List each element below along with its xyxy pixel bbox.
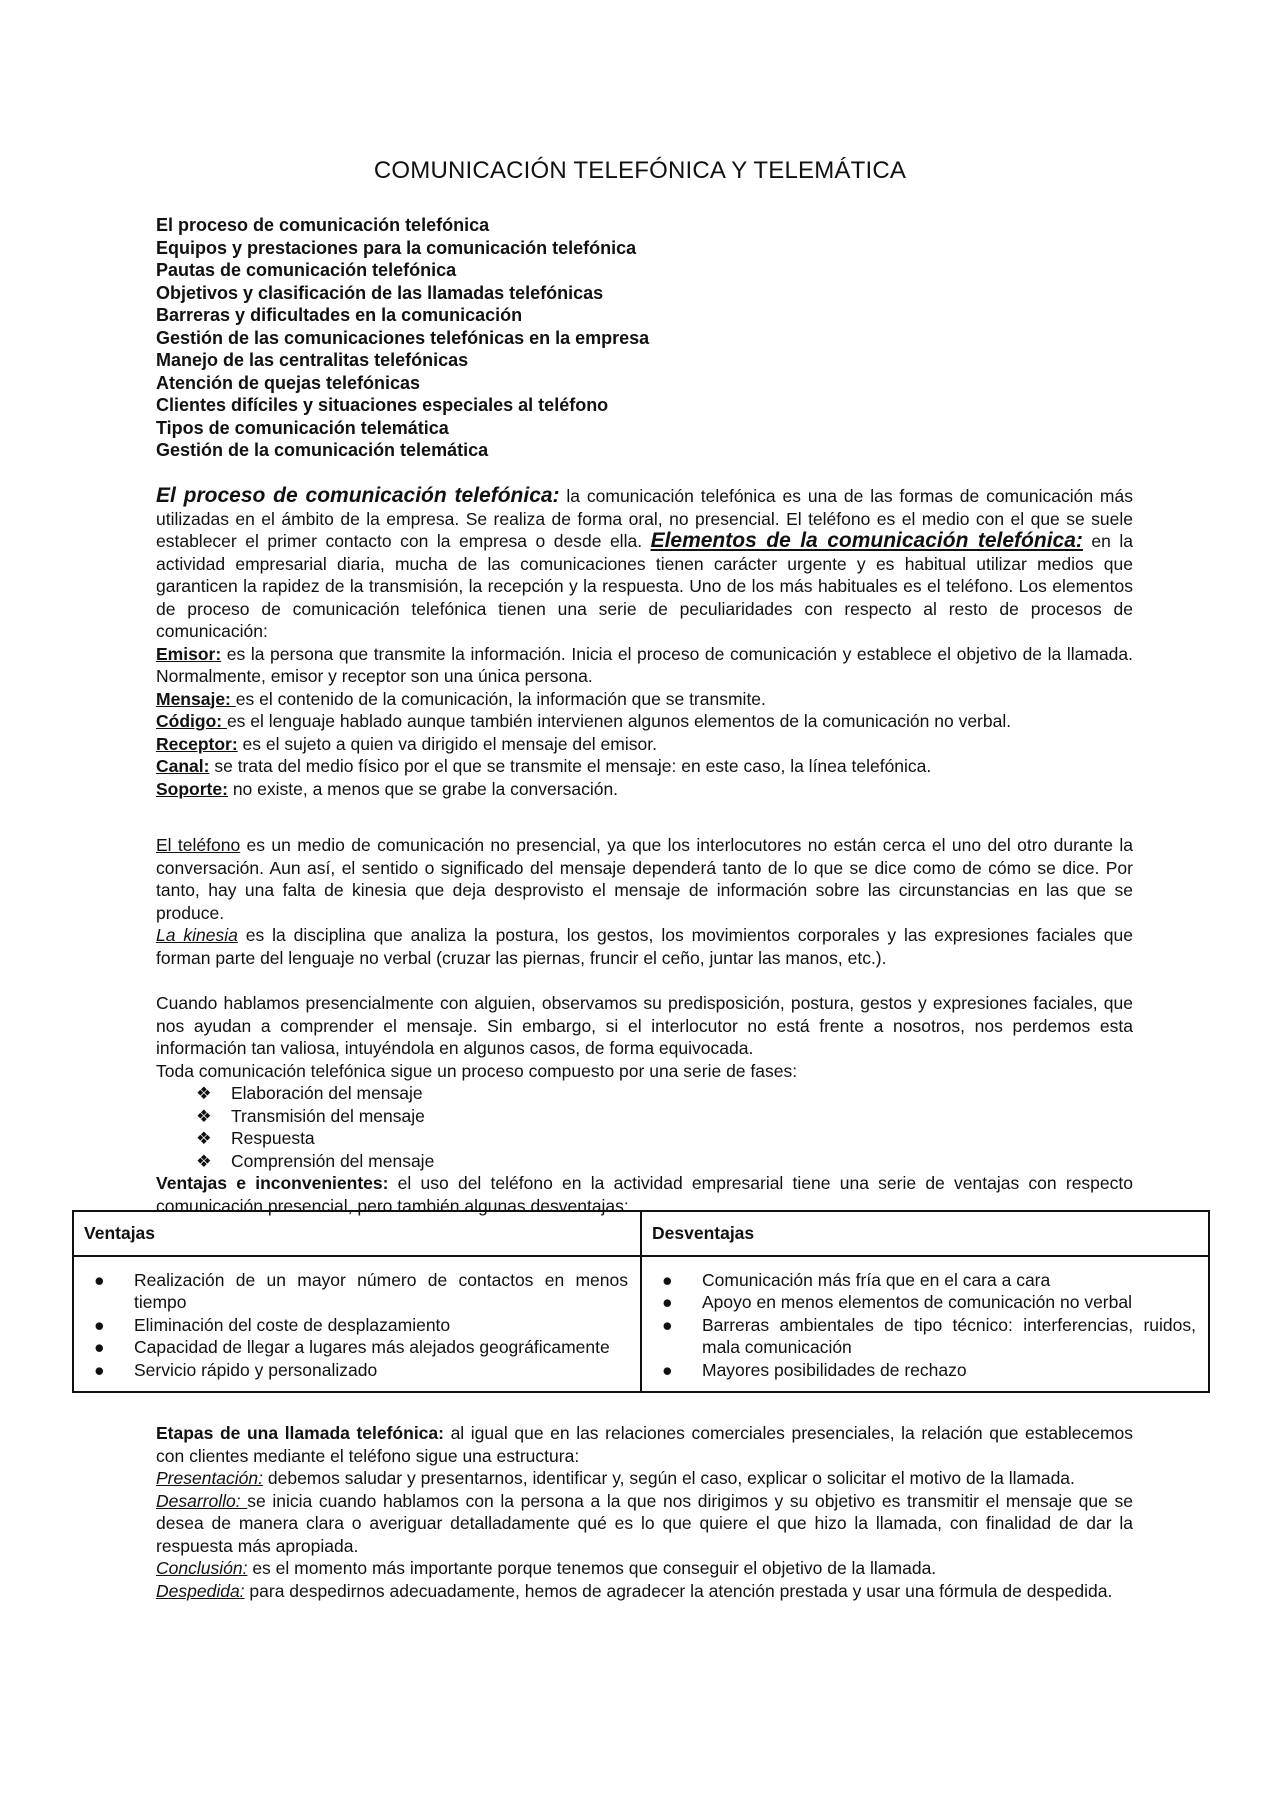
diamond-bullet-icon: ❖ <box>196 1150 212 1171</box>
element-mensaje: Mensaje: es el contenido de la comunicación, la información que se transmite. <box>156 688 766 709</box>
toc-item: Gestión de la comunicación telemática <box>156 440 489 460</box>
etapa-desarrollo: Desarrollo: se inicia cuando hablamos con la persona a la que nos dirigimos y su objetivo es transmitir el mensaje que se desea de manera clara o averiguar detalladamente qué es lo que quiere el que hizo la llamada, con finalidad de dar la respuesta más apropiada. <box>156 1490 1134 1556</box>
table-header-row <box>73 1211 1209 1256</box>
list-item: ● Mayores posibilidades de rechazo <box>662 1359 967 1380</box>
diamond-bullet-icon: ❖ <box>196 1128 212 1148</box>
column-header-desventajas: Desventajas <box>641 1211 1209 1256</box>
kinesia-paragraph: La kinesia es la disciplina que analiza la postura, los gestos, los movimientos corporales y las expresiones faciales que forman parte del lenguaje no verbal (cruzar las piernas, fruncir el ceño, juntar las manos, etc.). <box>156 925 1133 968</box>
element-receptor: Receptor: es el sujeto a quien va dirigido el mensaje del emisor. <box>156 733 657 754</box>
list-item: ● Eliminación del coste de desplazamiento <box>94 1314 451 1335</box>
presencial-paragraph: Cuando hablamos presencialmente con alguien, observamos su predisposición, postura, gestos y expresiones faciales, que nos ayudan a comprender el mensaje. Sin embargo, si el interlocutor no está frente a nosotros, nos perdemos esta información tan valiosa, intuyéndola en algunos casos, de forma equivocada. <box>156 993 1133 1058</box>
section-proceso <box>156 485 1133 800</box>
list-item: ● Realización de un mayor número de contactos en menos tiempo <box>94 1269 628 1312</box>
toc-item: Equipos y prestaciones para la comunicación telefónica <box>156 237 637 258</box>
bullet-icon: ● <box>662 1314 673 1335</box>
element-soporte: Soporte: no existe, a menos que se grabe la conversación. <box>156 778 619 799</box>
bullet-icon: ● <box>662 1269 673 1290</box>
bullet-icon: ● <box>94 1314 105 1335</box>
fases-list <box>156 1082 1133 1172</box>
bullet-icon: ● <box>94 1337 105 1357</box>
etapa-presentacion: Presentación: debemos saludar y presentarnos, identificar y, según el caso, explicar o solicitar el motivo de la llamada. <box>156 1468 1075 1488</box>
bullet-icon: ● <box>94 1269 105 1290</box>
ventajas-table <box>72 1210 1210 1393</box>
element-emisor: Emisor: es la persona que transmite la información. Inicia el proceso de comunicación y establece el objetivo de la llamada. Normalmente, emisor y receptor son una única persona. <box>156 643 1133 686</box>
ventajas-list <box>86 1269 628 1382</box>
list-item: ● Apoyo en menos elementos de comunicación no verbal <box>662 1292 1132 1312</box>
toc-item: Gestión de las comunicaciones telefónicas en la empresa <box>156 327 650 348</box>
toc-item: Objetivos y clasificación de las llamadas telefónicas <box>156 282 604 303</box>
table-row <box>73 1256 1209 1393</box>
toc-item: Clientes difíciles y situaciones especiales al teléfono <box>156 395 609 415</box>
etapa-despedida: Despedida: para despedirnos adecuadamente, hemos de agradecer la atención prestada y usar una fórmula de despedida. <box>156 1580 1113 1601</box>
bullet-icon: ● <box>662 1292 673 1312</box>
ventajas-intro: Ventajas e inconvenientes: el uso del teléfono en la actividad empresarial tiene una serie de ventajas con respecto comunicación presencial, pero también algunas desventajas: <box>156 1173 1133 1216</box>
element-canal: Canal: se trata del medio físico por el que se transmite el mensaje: en este caso, la línea telefónica. <box>156 756 932 776</box>
list-item: ● Capacidad de llegar a lugares más alejados geográficamente <box>94 1337 610 1357</box>
list-item: ● Servicio rápido y personalizado <box>94 1359 378 1380</box>
fases-intro: Toda comunicación telefónica sigue un proceso compuesto por una serie de fases: <box>156 1060 798 1081</box>
list-item: ❖ Comprensión del mensaje <box>196 1150 435 1171</box>
list-item: ❖ Respuesta <box>196 1128 315 1148</box>
page-title: COMUNICACIÓN TELEFÓNICA Y TELEMÁTICA <box>373 157 907 184</box>
ventajas-cell <box>73 1256 641 1393</box>
list-item: ❖ Elaboración del mensaje <box>196 1083 423 1103</box>
desventajas-list <box>654 1269 1196 1382</box>
etapa-conclusion: Conclusión: es el momento más importante porque tenemos que conseguir el objetivo de la llamada. <box>156 1558 937 1578</box>
toc-item: Pautas de comunicación telefónica <box>156 260 457 280</box>
section-telefono <box>156 834 1133 969</box>
toc-item: El proceso de comunicación telefónica <box>156 215 490 235</box>
list-item: ● Barreras ambientales de tipo técnico: interferencias, ruidos, mala comunicación <box>662 1314 1196 1357</box>
diamond-bullet-icon: ❖ <box>196 1083 212 1103</box>
intro-paragraph: El proceso de comunicación telefónica: la comunicación telefónica es una de las formas de comunicación más utilizadas en el ámbito de la empresa. Se realiza de forma oral, no presencial. El teléfono es el medio con el que se suele establecer el primer contacto con la empresa o desde ella. Elementos de la comunicación telefónica: en la actividad empresarial diaria, mucha de las comunicaciones tienen carácter urgente y es habitual utilizar medios que garanticen la rapidez de la transmisión, la recepción y la respuesta. Uno de los más habituales es el teléfono. Los elementos de proceso de comunicación telefónica tienen una serie de peculiaridades con respecto al resto de procesos de comunicación: <box>156 484 1133 641</box>
etapas-intro: Etapas de una llamada telefónica: al igual que en las relaciones comerciales presenciales, la relación que establecemos con clientes mediante el teléfono sigue una estructura: <box>156 1423 1134 1466</box>
toc-item: Barreras y dificultades en la comunicación <box>156 305 523 325</box>
diamond-bullet-icon: ❖ <box>196 1105 212 1126</box>
section-heading: El proceso de comunicación telefónica: <box>156 484 560 507</box>
toc-item: Tipos de comunicación telemática <box>156 417 449 438</box>
telefono-paragraph: El teléfono es un medio de comunicación no presencial, ya que los interlocutores no están cerca el uno del otro durante la conversación. Aun así, el sentido o significado del mensaje dependerá tanto de lo que se dice como de cómo se dice. Por tanto, hay una falta de kinesia que deja desprovisto el mensaje de información sobre las circunstancias en las que se produce. <box>156 835 1133 923</box>
column-header-ventajas: Ventajas <box>73 1211 641 1256</box>
toc-item: Manejo de las centralitas telefónicas <box>156 350 469 370</box>
bullet-icon: ● <box>94 1359 105 1380</box>
section-heading: Elementos de la comunicación telefónica: <box>650 529 1083 552</box>
bullet-icon: ● <box>662 1359 673 1380</box>
list-item: ● Comunicación más fría que en el cara a cara <box>662 1269 1051 1290</box>
section-etapas <box>156 1422 1133 1602</box>
list-item: ❖ Transmisión del mensaje <box>196 1105 425 1126</box>
toc-item: Atención de quejas telefónicas <box>156 372 421 393</box>
table-of-contents <box>156 214 1136 462</box>
section-fases <box>156 992 1133 1217</box>
desventajas-cell <box>641 1256 1209 1393</box>
element-codigo: Código: es el lenguaje hablado aunque también intervienen algunos elementos de la comunicación no verbal. <box>156 711 1012 731</box>
